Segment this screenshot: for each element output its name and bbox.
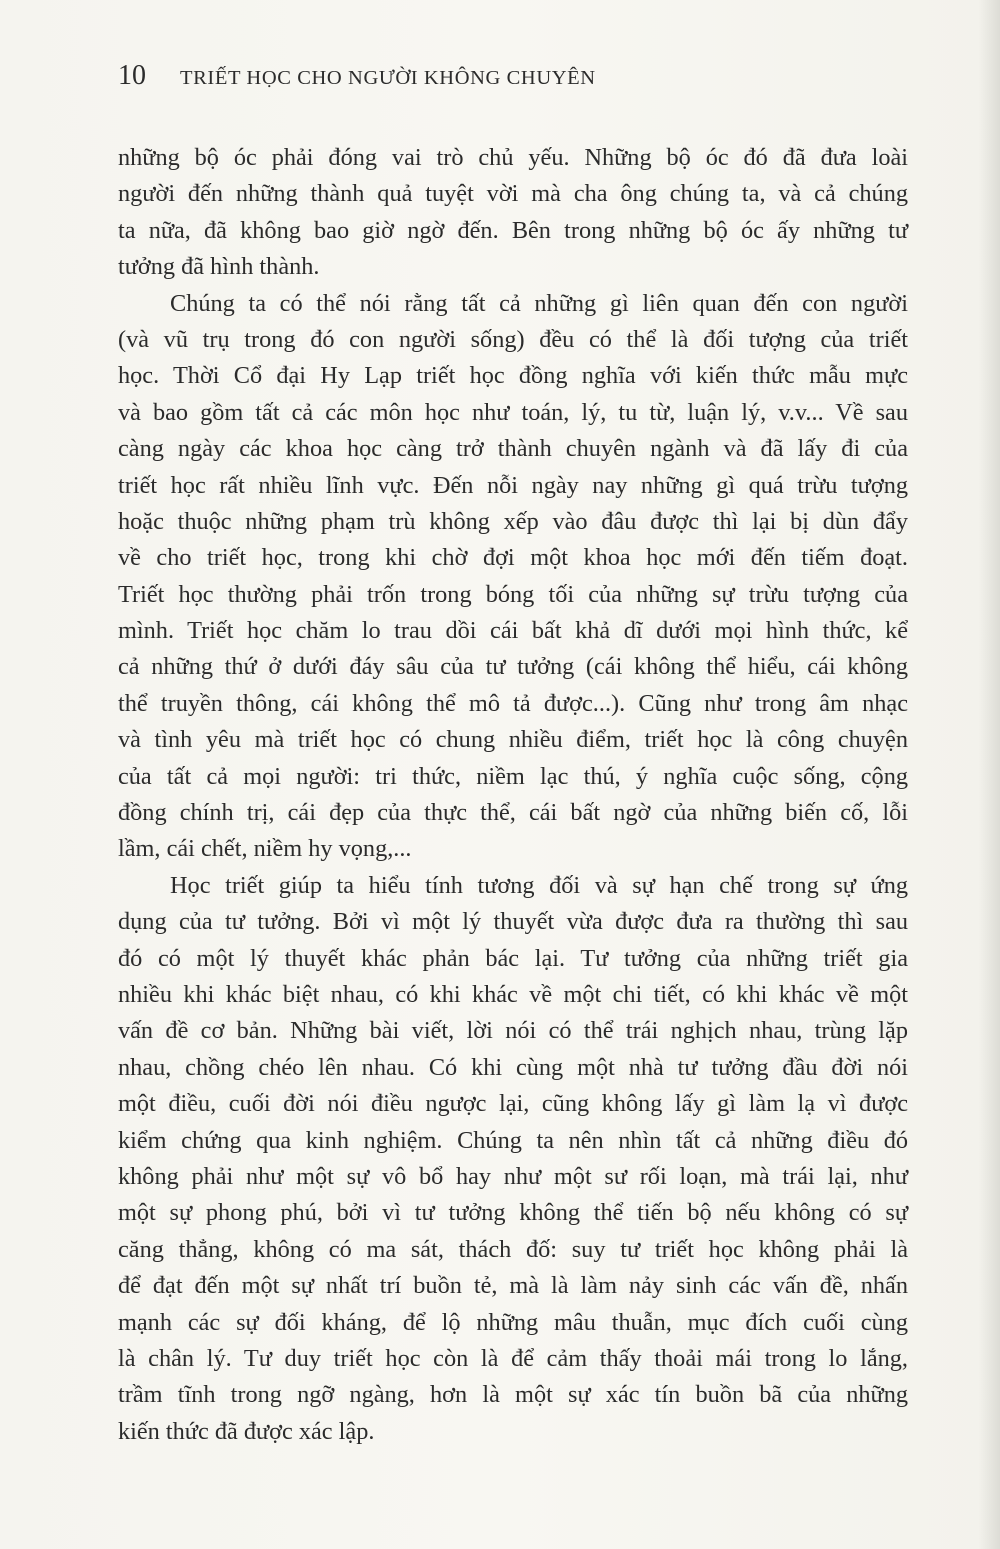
text-line: kiểm chứng qua kinh nghiệm. Chúng ta nên nhìn tất cả những điều đó	[118, 1126, 908, 1154]
text-line: vấn đề cơ bản. Những bài viết, lời nói có thể trái nghịch nhau, trùng lặp	[118, 1017, 908, 1045]
text-line: hoặc thuộc những phạm trù không xếp vào đâu được thì lại bị dùn đẩy	[118, 507, 908, 535]
body-text	[118, 140, 908, 1450]
paragraph	[118, 286, 908, 868]
text-line: một điều, cuối đời nói điều ngược lại, cũng không lấy gì làm lạ vì được	[118, 1090, 908, 1118]
page-edge-shadow	[978, 0, 1000, 1549]
paragraph	[118, 868, 908, 1450]
text-line: thể truyền thông, cái không thể mô tả được...). Cũng như trong âm nhạc	[118, 689, 908, 717]
text-line: là chân lý. Tư duy triết học còn là để cảm thấy thoải mái trong lo lắng,	[118, 1344, 908, 1372]
text-line: dụng của tư tưởng. Bởi vì một lý thuyết vừa được đưa ra thường thì sau	[118, 908, 908, 936]
text-line: tưởng đã hình thành.	[118, 253, 320, 281]
text-line: của tất cả mọi người: tri thức, niềm lạc thú, ý nghĩa cuộc sống, cộng	[118, 762, 908, 790]
text-line: để đạt đến một sự nhất trí buồn tẻ, mà là làm nảy sinh các vấn đề, nhấn	[118, 1272, 908, 1300]
text-line: nhiều khi khác biệt nhau, có khi khác về một chi tiết, có khi khác về một	[118, 980, 908, 1008]
page-number: 10	[118, 60, 146, 91]
text-line: về cho triết học, trong khi chờ đợi một khoa học mới đến tiếm đoạt.	[118, 544, 908, 572]
text-line: đồng chính trị, cái đẹp của thực thể, cái bất ngờ của những biến cố, lỗi	[118, 799, 908, 827]
text-line: cả những thứ ở dưới đáy sâu của tư tưởng (cái không thể hiểu, cái không	[118, 653, 908, 681]
text-line: trầm tĩnh trong ngỡ ngàng, hơn là một sự xác tín buồn bã của những	[118, 1381, 908, 1409]
text-line: đó có một lý thuyết khác phản bác lại. Tư tưởng của những triết gia	[118, 944, 908, 972]
text-line: người đến những thành quả tuyệt vời mà cha ông chúng ta, và cả chúng	[118, 180, 908, 208]
text-line: không phải như một sự vô bổ hay như một sư rối loạn, mà trái lại, như	[118, 1162, 908, 1190]
text-line: và tình yêu mà triết học có chung nhiều điểm, triết học là công chuyện	[118, 726, 908, 754]
running-header	[118, 60, 596, 92]
running-title: TRIẾT HỌC CHO NGƯỜI KHÔNG CHUYÊN	[180, 67, 596, 89]
text-line: nhau, chồng chéo lên nhau. Có khi cùng một nhà tư tưởng đầu đời nói	[118, 1053, 908, 1081]
text-line: những bộ óc phải đóng vai trò chủ yếu. Những bộ óc đó đã đưa loài	[118, 144, 908, 171]
text-line: căng thẳng, không có ma sát, thách đố: suy tư triết học không phải là	[118, 1235, 908, 1263]
text-line: mình. Triết học chăm lo trau dồi cái bất khả dĩ dưới mọi hình thức, kể	[118, 617, 908, 645]
paragraph	[118, 140, 908, 286]
text-line: và bao gồm tất cả các môn học như toán, lý, tu từ, luận lý, v.v... Về sau	[118, 398, 908, 426]
text-line: Chúng ta có thể nói rằng tất cả những gì liên quan đến con người	[170, 289, 908, 317]
text-line: ta nữa, đã không bao giờ ngờ đến. Bên trong những bộ óc ấy những tư	[118, 216, 908, 244]
text-line: học. Thời Cổ đại Hy Lạp triết học đồng nghĩa với kiến thức mẫu mực	[118, 362, 908, 390]
text-line: mạnh các sự đối kháng, để lộ những mâu thuẫn, mục đích cuối cùng	[118, 1308, 908, 1336]
text-line: càng ngày các khoa học càng trở thành chuyên ngành và đã lấy đi của	[118, 435, 908, 463]
text-line: một sự phong phú, bởi vì tư tưởng không thể tiến bộ nếu không có sự	[118, 1199, 908, 1227]
text-line: lầm, cái chết, niềm hy vọng,...	[118, 835, 412, 863]
text-line: kiến thức đã được xác lập.	[118, 1417, 375, 1445]
text-line: Học triết giúp ta hiểu tính tương đối và sự hạn chế trong sự ứng	[170, 871, 908, 899]
text-line: (và vũ trụ trong đó con người sống) đều có thể là đối tượng của triết	[118, 325, 908, 353]
text-line: Triết học thường phải trốn trong bóng tối của những sự trừu tượng của	[118, 580, 908, 608]
text-line: triết học rất nhiều lĩnh vực. Đến nỗi ngày nay những gì quá trừu tượng	[118, 471, 908, 499]
